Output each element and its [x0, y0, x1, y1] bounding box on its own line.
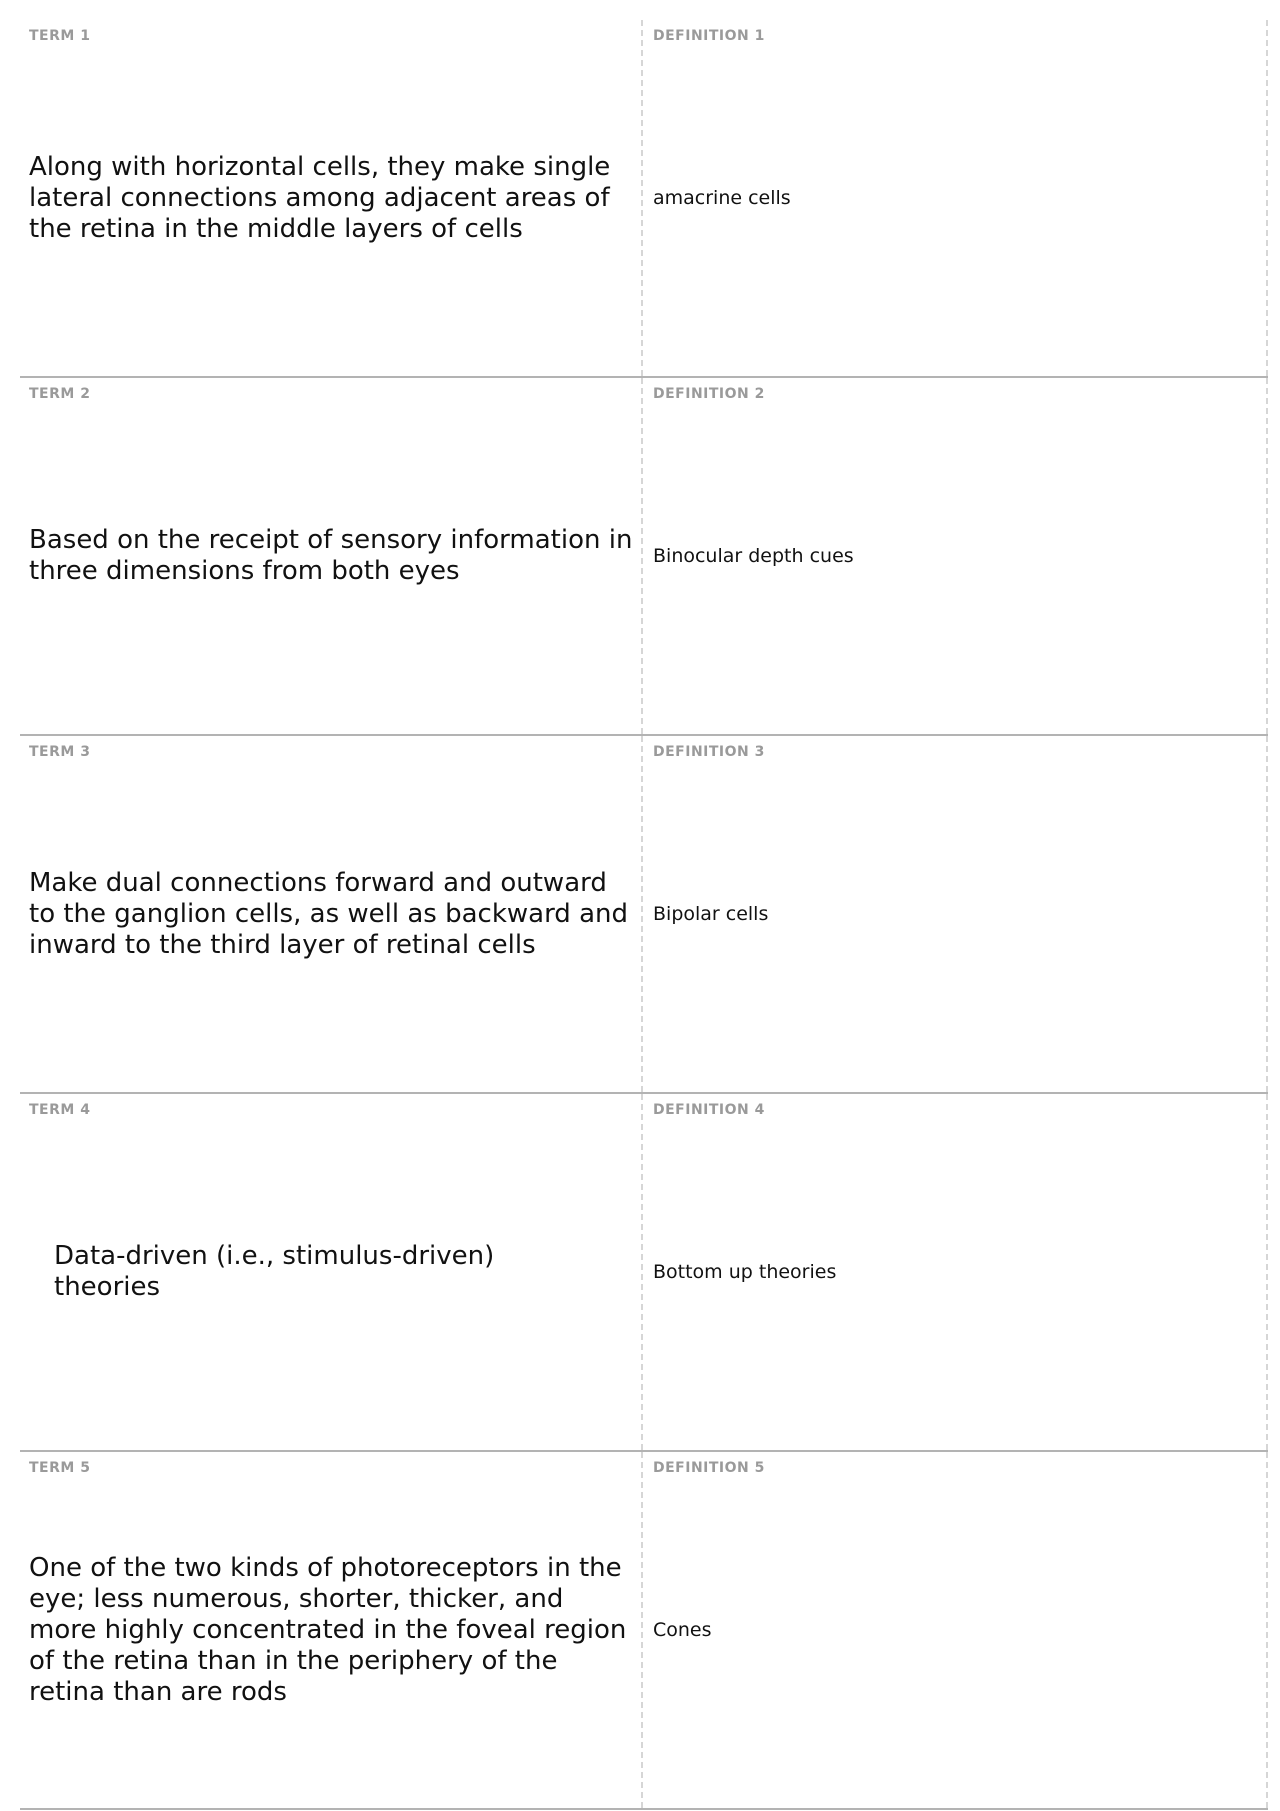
- definition-content: [653, 736, 1256, 1092]
- term-text: Based on the receipt of sensory information in three dimensions from both eyes: [29, 525, 633, 586]
- definition-label: DEFINITION 1: [653, 28, 765, 44]
- term-text: Data-driven (i.e., stimulus-driven) theories: [54, 1241, 495, 1302]
- term-content: [29, 20, 635, 376]
- flashcard-row: [20, 736, 1268, 1094]
- definition-label: DEFINITION 2: [653, 386, 765, 402]
- term-text: Make dual connections forward and outward to the ganglion cells, as well as backward and inward to the third layer of retinal cells: [29, 867, 628, 960]
- term-text: Along with horizontal cells, they make single lateral connections among adjacent areas of the retina in the middle layers of cells: [29, 151, 611, 244]
- term-cell: [20, 736, 643, 1092]
- flashcard-row: [20, 1094, 1268, 1452]
- term-cell: [20, 1452, 643, 1808]
- definition-text: Cones: [653, 1619, 712, 1641]
- definition-label: DEFINITION 4: [653, 1102, 765, 1118]
- definition-text: Bipolar cells: [653, 903, 769, 925]
- definition-content: [653, 1094, 1256, 1450]
- definition-text: Bottom up theories: [653, 1261, 837, 1283]
- definition-content: [653, 20, 1256, 376]
- flashcard-row: [20, 378, 1268, 736]
- term-label: TERM 5: [29, 1460, 91, 1476]
- definition-cell: [643, 1452, 1268, 1808]
- term-content: [29, 1452, 635, 1808]
- term-cell: [20, 378, 643, 734]
- definition-text: Binocular depth cues: [653, 545, 854, 567]
- term-label: TERM 1: [29, 28, 91, 44]
- flashcard-row: [20, 1452, 1268, 1810]
- definition-content: [653, 1452, 1256, 1808]
- definition-label: DEFINITION 5: [653, 1460, 765, 1476]
- term-content: [29, 378, 635, 734]
- term-content: [54, 1094, 501, 1450]
- term-label: TERM 4: [29, 1102, 91, 1118]
- term-label: TERM 3: [29, 744, 91, 760]
- definition-cell: [643, 736, 1268, 1092]
- definition-cell: [643, 20, 1268, 376]
- term-content: [29, 736, 635, 1092]
- definition-label: DEFINITION 3: [653, 744, 765, 760]
- flashcard-sheet: [20, 20, 1268, 1810]
- definition-text: amacrine cells: [653, 187, 791, 209]
- definition-cell: [643, 1094, 1268, 1450]
- definition-content: [653, 378, 1256, 734]
- term-cell: [20, 20, 643, 376]
- definition-cell: [643, 378, 1268, 734]
- term-label: TERM 2: [29, 386, 91, 402]
- term-cell: [20, 1094, 643, 1450]
- flashcard-row: [20, 20, 1268, 378]
- term-text: One of the two kinds of photoreceptors in the eye; less numerous, shorter, thicker, and more highly concentrated in the foveal region of the retina than in the periphery of the retina than are rods: [29, 1552, 627, 1707]
